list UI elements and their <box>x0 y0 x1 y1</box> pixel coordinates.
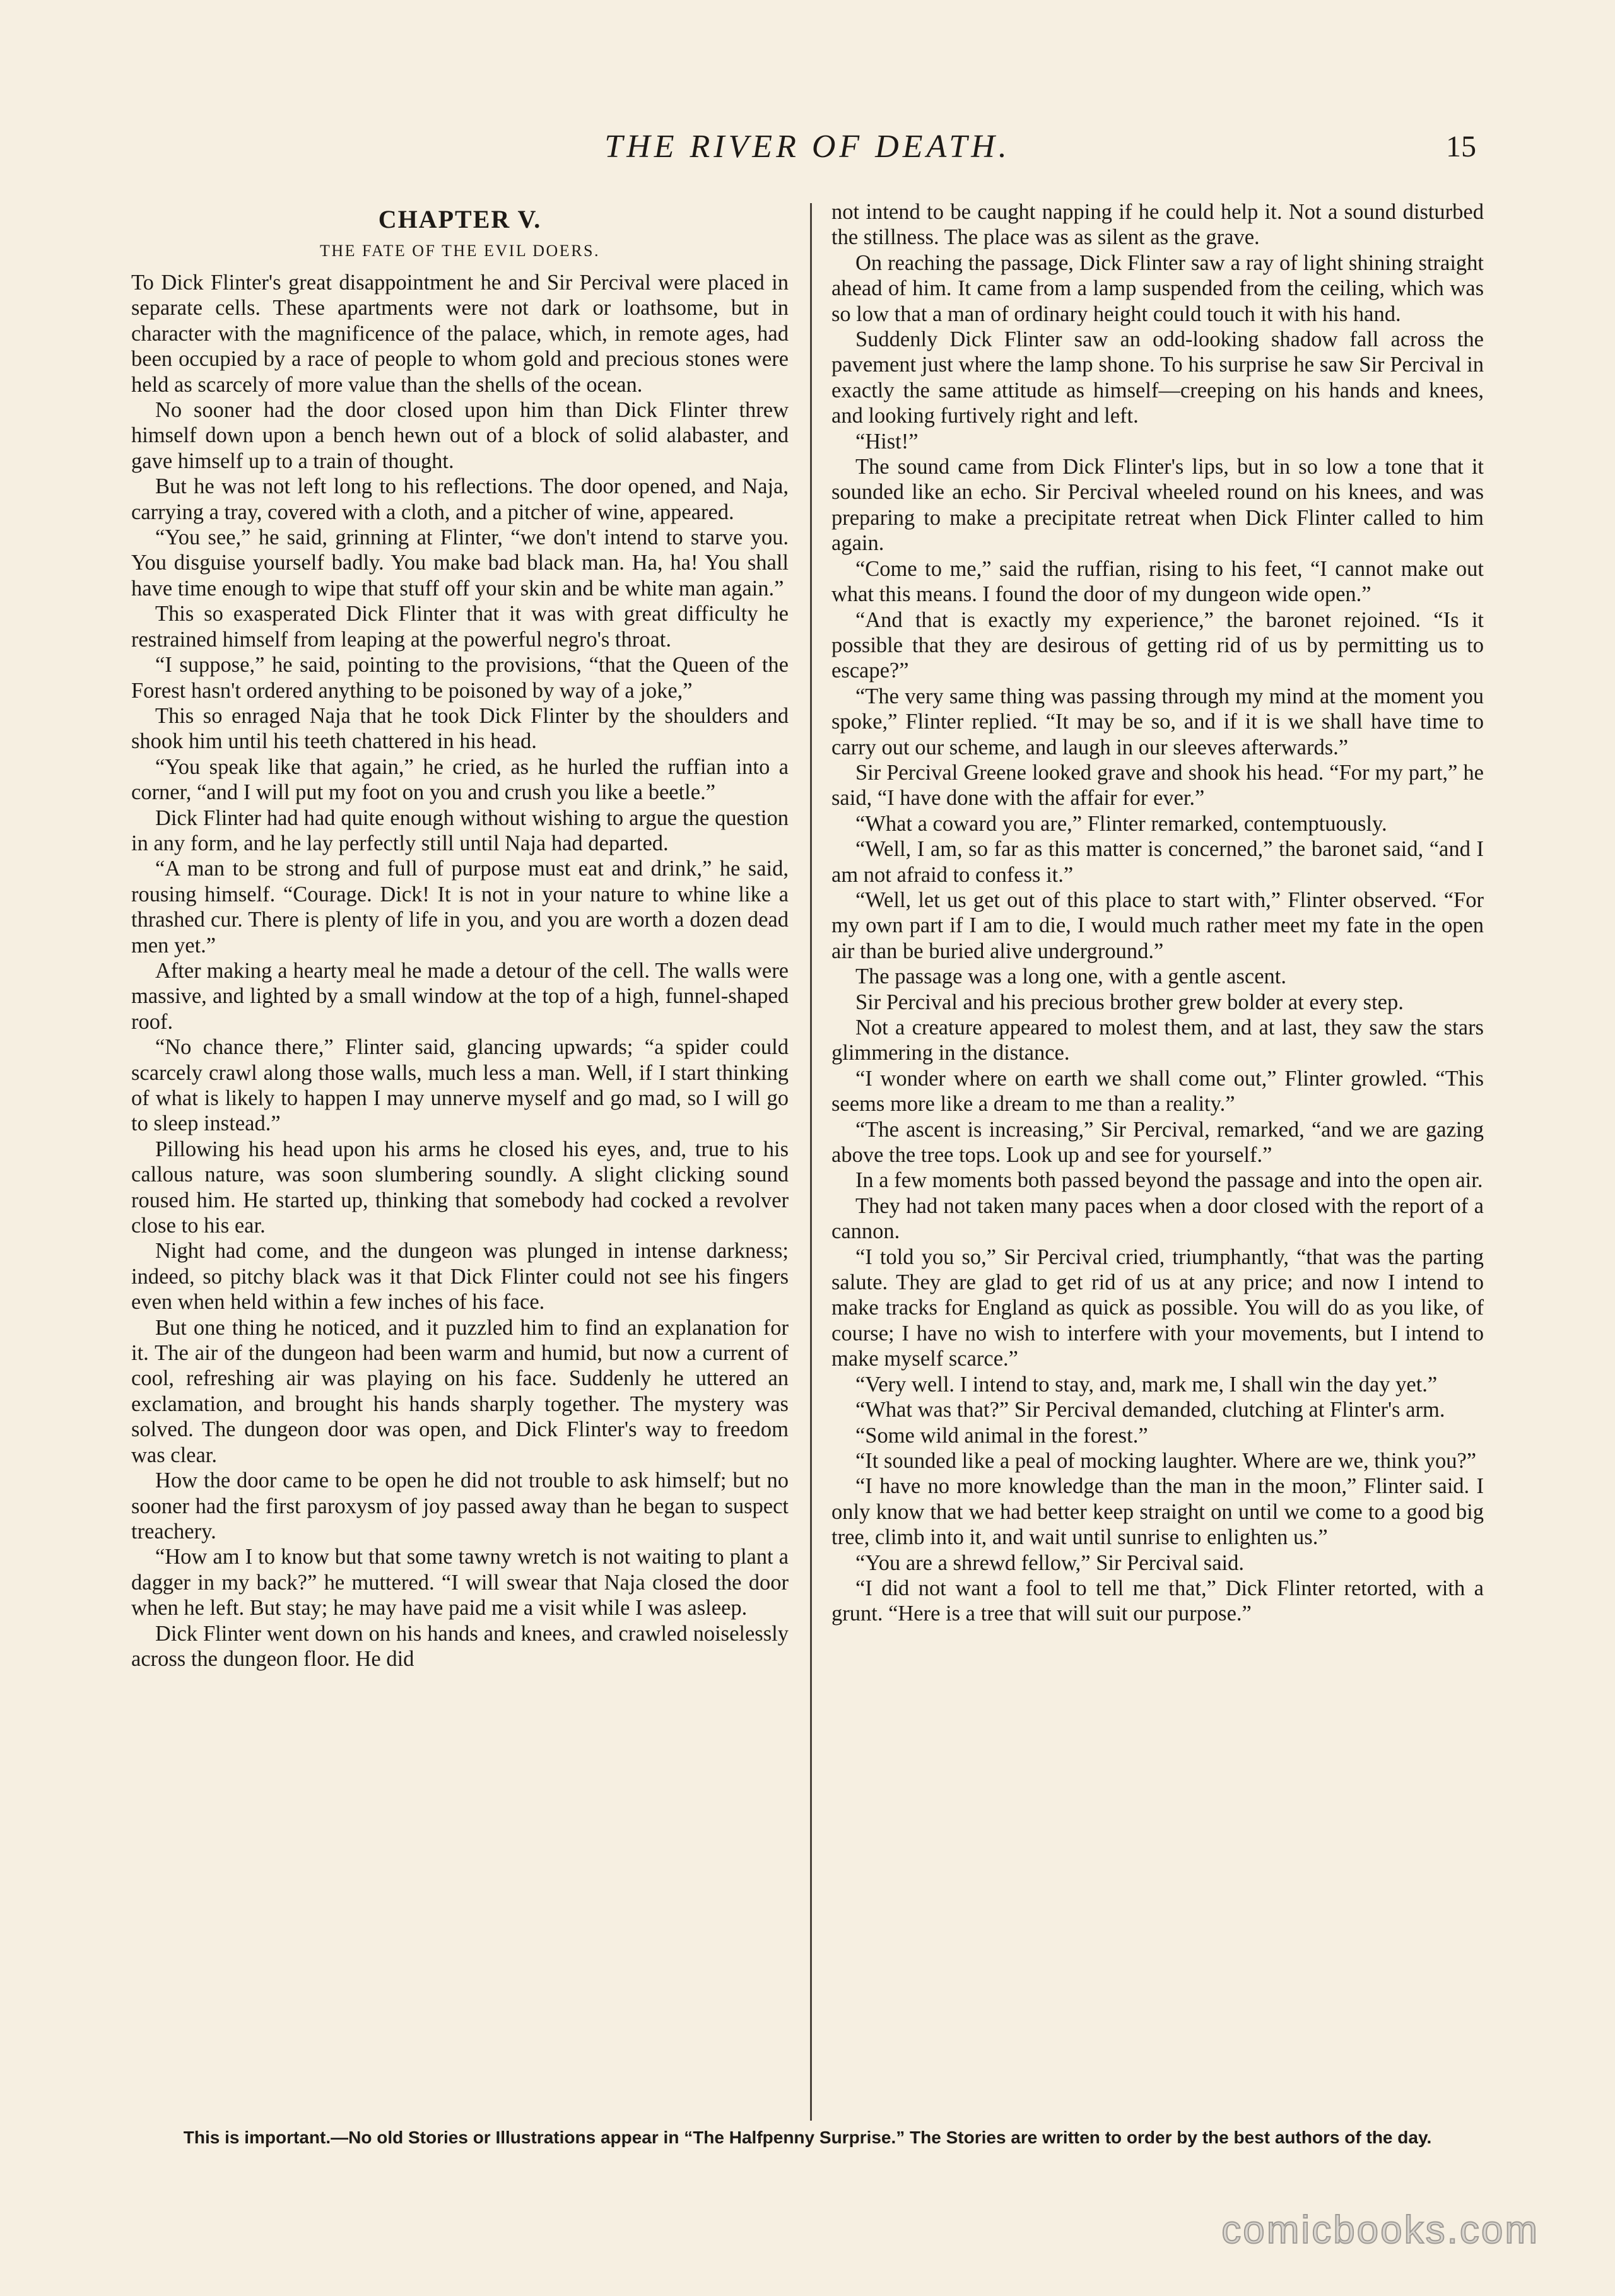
paragraph: “Hist!” <box>855 429 919 454</box>
column-divider <box>810 203 812 2121</box>
paragraph: To Dick Flinter's great disappointment he and Sir Percival were placed in separate cells. These apartments were not dark or loathsome, but in character with the magnificence of the palace, which, in remote ages, had been occupied by a race of people to whom gold and precious stones were held as scarcely of more value than the shells of the ocean. <box>131 271 789 397</box>
paragraph: This so enraged Naja that he took Dick Flinter by the shoulders and shook him until his teeth chattered in his head. <box>131 703 789 754</box>
footer-note: This is important.—No old Stories or Illustrations appear in “The Halfpenny Surprise.” The Stories are written to order by the best authors of the day. <box>183 2128 1432 2147</box>
paragraph: Night had come, and the dungeon was plunged in intense darkness; indeed, so pitchy black was it that Dick Flinter could not see his fingers even when held within a few inches of his face. <box>131 1239 789 1315</box>
paragraph: On reaching the passage, Dick Flinter saw a ray of light shining straight ahead of him. It came from a lamp suspended from the ceiling, which was so low that a man of ordinary height could touch it with his hand. <box>831 250 1484 326</box>
right-column-text <box>831 199 1484 1627</box>
page-header <box>126 125 1489 169</box>
paragraph: Pillowing his head upon his arms he closed his eyes, and, true to his callous nature, was soon slumbering soundly. A slight clicking sound roused him. He started up, thinking that somebody had cocked a revolver close to his ear. <box>131 1137 789 1238</box>
paragraph: “And that is exactly my experience,” the baronet rejoined. “Is it possible that they are desirous of getting rid of us by permitting us to escape?” <box>831 607 1484 683</box>
paragraph: “How am I to know but that some tawny wretch is not waiting to plant a dagger in my back?” he muttered. “I will swear that Naja closed the door when he left. But stay; he may have paid me a visit while I was asleep. <box>131 1545 789 1620</box>
paragraph: not intend to be caught napping if he could help it. Not a sound disturbed the stillness. The place was as silent as the grave. <box>831 200 1484 250</box>
paragraph: “Some wild animal in the forest.” <box>855 1423 1148 1448</box>
right-column <box>831 199 1484 2123</box>
paragraph: “You speak like that again,” he cried, as he hurled the ruffian into a corner, “and I will put my foot on you and crush you like a beetle.” <box>131 754 789 805</box>
paragraph: “No chance there,” Flinter said, glancing upwards; “a spider could scarcely crawl along those walls, much less a man. Well, if I start thinking of what is likely to happen I may unnerve myself and go mad, so I will go to sleep instead.” <box>131 1035 789 1136</box>
paragraph: “You are a shrewd fellow,” Sir Percival said. <box>855 1550 1244 1575</box>
paragraph: “The very same thing was passing through my mind at the moment you spoke,” Flinter replied. “It may be so, and if it is we shall have time to carry out our scheme, and laugh in our sleeves afterwards.” <box>831 684 1484 759</box>
left-column <box>131 199 789 2123</box>
watermark-logo: comicbooks.com <box>1221 2208 1539 2252</box>
paragraph: After making a hearty meal he made a detour of the cell. The walls were massive, and lighted by a small window at the top of a high, funnel-shaped roof. <box>131 958 789 1034</box>
paragraph: “What a coward you are,” Flinter remarked, contemptuously. <box>855 811 1387 836</box>
paragraph: “Come to me,” said the ruffian, rising to his feet, “I cannot make out what this means. I found the door of my dungeon wide open.” <box>831 556 1484 607</box>
paragraph: No sooner had the door closed upon him than Dick Flinter threw himself down upon a bench hewn out of a block of solid alabaster, and gave himself up to a train of thought. <box>131 398 789 473</box>
paragraph: “What was that?” Sir Percival demanded, clutching at Flinter's arm. <box>855 1398 1445 1422</box>
paragraph: The sound came from Dick Flinter's lips, but in so low a tone that it sounded like an echo. Sir Percival wheeled round on his knees, and was preparing to make a precipitate retreat when Dick Flinter called to him again. <box>831 455 1484 556</box>
chapter-subtitle: THE FATE OF THE EVIL DOERS. <box>319 242 600 260</box>
paragraph: Dick Flinter had had quite enough without wishing to argue the question in any form, and he lay perfectly still until Naja had departed. <box>131 805 789 855</box>
paragraph: They had not taken many paces when a door closed with the report of a cannon. <box>831 1193 1484 1244</box>
paragraph: How the door came to be open he did not trouble to ask himself; but no sooner had the first paroxysm of joy passed away than he began to suspect treachery. <box>131 1468 789 1543</box>
page-number: 15 <box>1446 130 1476 163</box>
running-title: THE RIVER OF DEATH. <box>604 129 1011 165</box>
paragraph: “A man to be strong and full of purpose must eat and drink,” he said, rousing himself. “Courage. Dick! It is not in your nature to whine like a thrashed cur. There is plenty of life in you, and you are worth a dozen dead men yet.” <box>131 857 789 958</box>
paragraph: “I suppose,” he said, pointing to the provisions, “that the Queen of the Forest hasn't ordered anything to be poisoned by way of a joke,” <box>131 653 789 703</box>
paragraph: “Very well. I intend to stay, and, mark me, I shall win the day yet.” <box>855 1372 1438 1397</box>
paragraph: Dick Flinter went down on his hands and knees, and crawled noiselessly across the dungeon floor. He did <box>131 1621 789 1671</box>
paragraph: This so exasperated Dick Flinter that it was with great difficulty he restrained himself from leaping at the powerful negro's throat. <box>131 602 789 652</box>
paragraph: “I have no more knowledge than the man in the moon,” Flinter said. I only know that we had better keep straight on until we come to a good big tree, climb into it, and wait until sunrise to enlighten us.” <box>831 1474 1484 1550</box>
left-column-text <box>131 270 789 1672</box>
chapter-title: CHAPTER V. <box>378 205 542 233</box>
paragraph: Suddenly Dick Flinter saw an odd-looking shadow fall across the pavement just where the lamp shone. To his surprise he saw Sir Percival in exactly the same attitude as himself—creeping on his hands and knees, and looking furtively right and left. <box>831 327 1484 428</box>
paragraph: “It sounded like a peal of mocking laughter. Where are we, think you?” <box>855 1448 1477 1473</box>
paragraph: “I did not want a fool to tell me that,” Dick Flinter retorted, with a grunt. “Here is a tree that will suit our purpose.” <box>831 1576 1484 1626</box>
paragraph: Not a creature appeared to molest them, and at last, they saw the stars glimmering in the distance. <box>831 1016 1484 1065</box>
paragraph: “The ascent is increasing,” Sir Percival, remarked, “and we are gazing above the tree tops. Look up and see for yourself.” <box>831 1117 1484 1168</box>
paragraph: “You see,” he said, grinning at Flinter, “we don't intend to starve you. You disguise yourself badly. You make bad black man. Ha, ha! You shall have time enough to wipe that stuff off your skin and be white man again.” <box>131 525 789 600</box>
paragraph: “Well, I am, so far as this matter is concerned,” the baronet said, “and I am not afraid to confess it.” <box>831 837 1484 887</box>
paragraph: Sir Percival Greene looked grave and shook his head. “For my part,” he said, “I have done with the affair for ever.” <box>831 760 1484 811</box>
paragraph: “Well, let us get out of this place to start with,” Flinter observed. “For my own part if I am to die, I would much rather meet my fate in the open air than be buried alive underground.” <box>831 887 1484 963</box>
paragraph: The passage was a long one, with a gentle ascent. <box>855 964 1286 989</box>
paragraph: But one thing he noticed, and it puzzled him to find an explanation for it. The air of the dungeon had been warm and humid, but now a current of cool, refreshing air was playing on his face. Suddenly he uttered an exclamation, and brought his hands sharply together. The mystery was solved. The dungeon door was open, and Dick Flinter's way to freedom was clear. <box>131 1315 789 1467</box>
paragraph: In a few moments both passed beyond the passage and into the open air. <box>855 1168 1483 1193</box>
paragraph: “I told you so,” Sir Percival cried, triumphantly, “that was the parting salute. They are glad to get rid of us at any price; and now I intend to make tracks for England as quick as possible. You will do as you like, of course; I have no wish to interfere with your movements, but I intend to make myself scarce.” <box>831 1245 1484 1371</box>
paragraph: “I wonder where on earth we shall come out,” Flinter growled. “This seems more like a dream to me than a reality.” <box>831 1066 1484 1116</box>
paragraph: But he was not left long to his reflections. The door opened, and Naja, carrying a tray, covered with a cloth, and a pitcher of wine, appeared. <box>131 474 789 524</box>
paragraph: Sir Percival and his precious brother grew bolder at every step. <box>855 990 1404 1014</box>
